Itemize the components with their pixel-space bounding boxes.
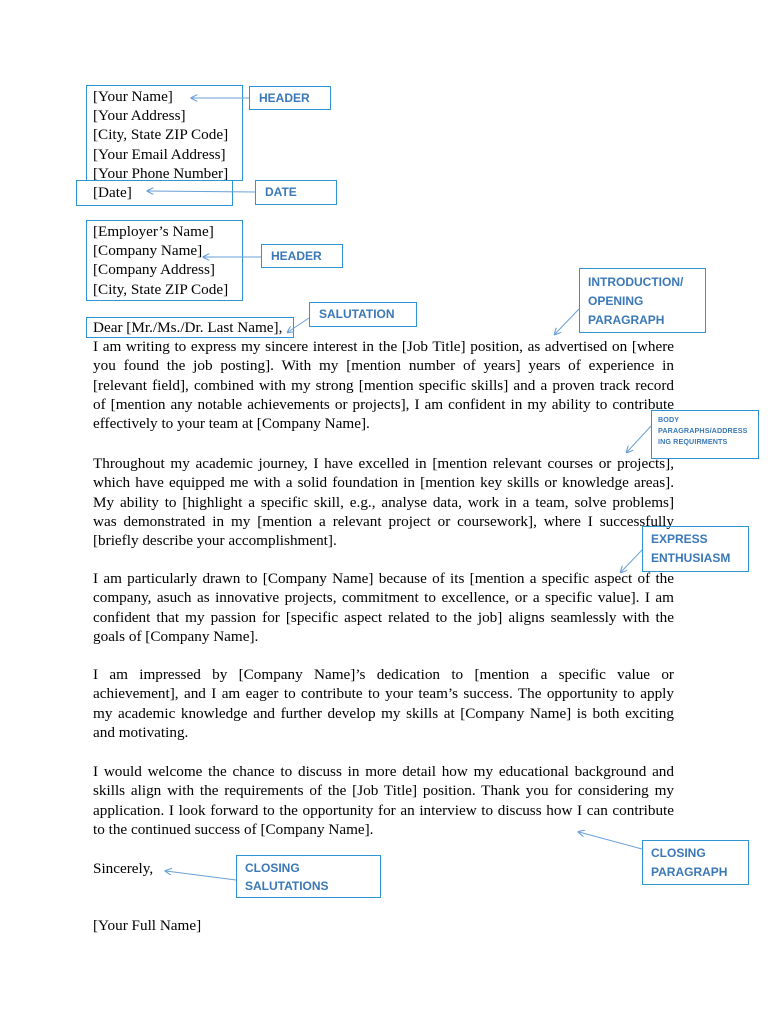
paragraph-line: and motivating.: [93, 724, 189, 742]
body-annotation-label-2: PARAGRAPHS/ADDRESS: [658, 426, 748, 435]
introduction-arrow: [555, 309, 579, 334]
enthusiasm-annotation-label-2: ENTHUSIASM: [651, 551, 731, 565]
paragraph-line: skills align with the requirements of the [Job Title] position. Thank you for considering my: [93, 782, 674, 800]
paragraph-line: My ability to [highlight a specific skill, e.g., analyse data, work in a team, solve problems]: [93, 493, 674, 511]
enthusiasm-paragraph: [93, 665, 674, 742]
closing-paragraph-annotation-label-1: CLOSING: [651, 846, 706, 860]
introduction-annotation-label-2: OPENING: [588, 294, 644, 308]
body-annotation-label-3: ING REQUIRMENTS: [658, 437, 728, 446]
paragraph-line: effectively to your team at [Company Name].: [93, 415, 370, 433]
paragraph-line: was demonstrated in my [mention a relevant project or coursework], where I successfully: [93, 513, 674, 531]
paragraph-line: goals of [Company Name].: [93, 628, 259, 646]
employer-company-address: [Company Address]: [93, 261, 215, 278]
introduction-annotation-label-3: PARAGRAPH: [588, 313, 665, 327]
paragraph-line: I would welcome the chance to discuss in more detail how my educational background and: [93, 763, 674, 780]
closing-paragraph-annotation-label-2: PARAGRAPH: [651, 865, 728, 879]
closing-salutations-annotation-label-1: CLOSING: [245, 861, 300, 875]
paragraph-line: company, asuch as innovative projects, commitment to excellence, or a specific value]. I am: [93, 589, 674, 607]
closing-salutations-arrow: [166, 871, 236, 880]
paragraph-line: I am particularly drawn to [Company Name] because of its [mention a specific aspect of the: [93, 570, 674, 587]
introduction-annotation-label-1: INTRODUCTION/: [588, 275, 684, 289]
company-interest-paragraph: [93, 569, 674, 646]
salutation-line: Dear [Mr./Ms./Dr. Last Name],: [93, 319, 283, 336]
paragraph-line: confident that my passion for [specific aspect related to the job] aligns seamlessly with the: [93, 608, 674, 626]
salutation-annotation-label: SALUTATION: [319, 307, 395, 321]
header-annotation-1-label: HEADER: [259, 91, 310, 105]
closing-paragraph: [93, 762, 674, 839]
closing-salutations-annotation-label-2: SALUTATIONS: [245, 879, 329, 893]
sender-phone: [Your Phone Number]: [93, 165, 229, 182]
employer-city-state-zip: [City, State ZIP Code]: [93, 281, 229, 298]
paragraph-line: I am writing to express my sincere interest in the [Job Title] position, as advertised on [where: [93, 338, 674, 355]
academic-paragraph: [93, 454, 674, 551]
date-annotation-label: DATE: [265, 185, 297, 199]
employer-name: [Employer’s Name]: [93, 223, 214, 240]
signature-line: [Your Full Name]: [93, 917, 202, 934]
introduction-paragraph: [93, 337, 674, 434]
sender-email: [Your Email Address]: [93, 146, 226, 163]
paragraph-line: I am impressed by [Company Name]’s dedication to [mention a specific value or: [93, 666, 674, 683]
sender-city-state-zip: [City, State ZIP Code]: [93, 126, 229, 143]
paragraph-line: you found the job posting]. With my [mention number of years] years of experience in: [93, 357, 674, 375]
paragraph-line: which have equipped me with a solid foundation in [mention key skills or knowledge areas].: [93, 474, 674, 492]
paragraph-line: to the continued success of [Company Name].: [93, 821, 374, 839]
paragraph-line: achievement], and I am eager to contribute to your team’s success. The opportunity to apply: [93, 685, 674, 703]
paragraph-line: Throughout my academic journey, I have excelled in [mention relevant courses or projects],: [93, 455, 674, 472]
sender-name: [Your Name]: [93, 88, 173, 105]
enthusiasm-annotation-label-1: EXPRESS: [651, 532, 708, 546]
date-line: [Date]: [93, 184, 132, 201]
employer-company-name: [Company Name]: [93, 242, 203, 259]
sender-address: [Your Address]: [93, 107, 186, 124]
header-annotation-2-label: HEADER: [271, 249, 322, 263]
paragraph-line: [relevant field], combined with my strong [mention specific skills] and a proven track record: [93, 376, 674, 394]
paragraph-line: application. I look forward to the opportunity for an interview to discuss how I can contribute: [93, 801, 674, 819]
paragraph-line: my academic knowledge and further develop my skills at [Company Name] is both exciting: [93, 704, 674, 722]
paragraph-line: [briefly describe your accomplishment].: [93, 532, 337, 550]
body-annotation-label-1: BODY: [658, 415, 680, 424]
closing-line: Sincerely,: [93, 860, 154, 877]
paragraph-line: of [mention any notable achievements or projects], I am confident in my ability to contribute: [93, 396, 674, 414]
